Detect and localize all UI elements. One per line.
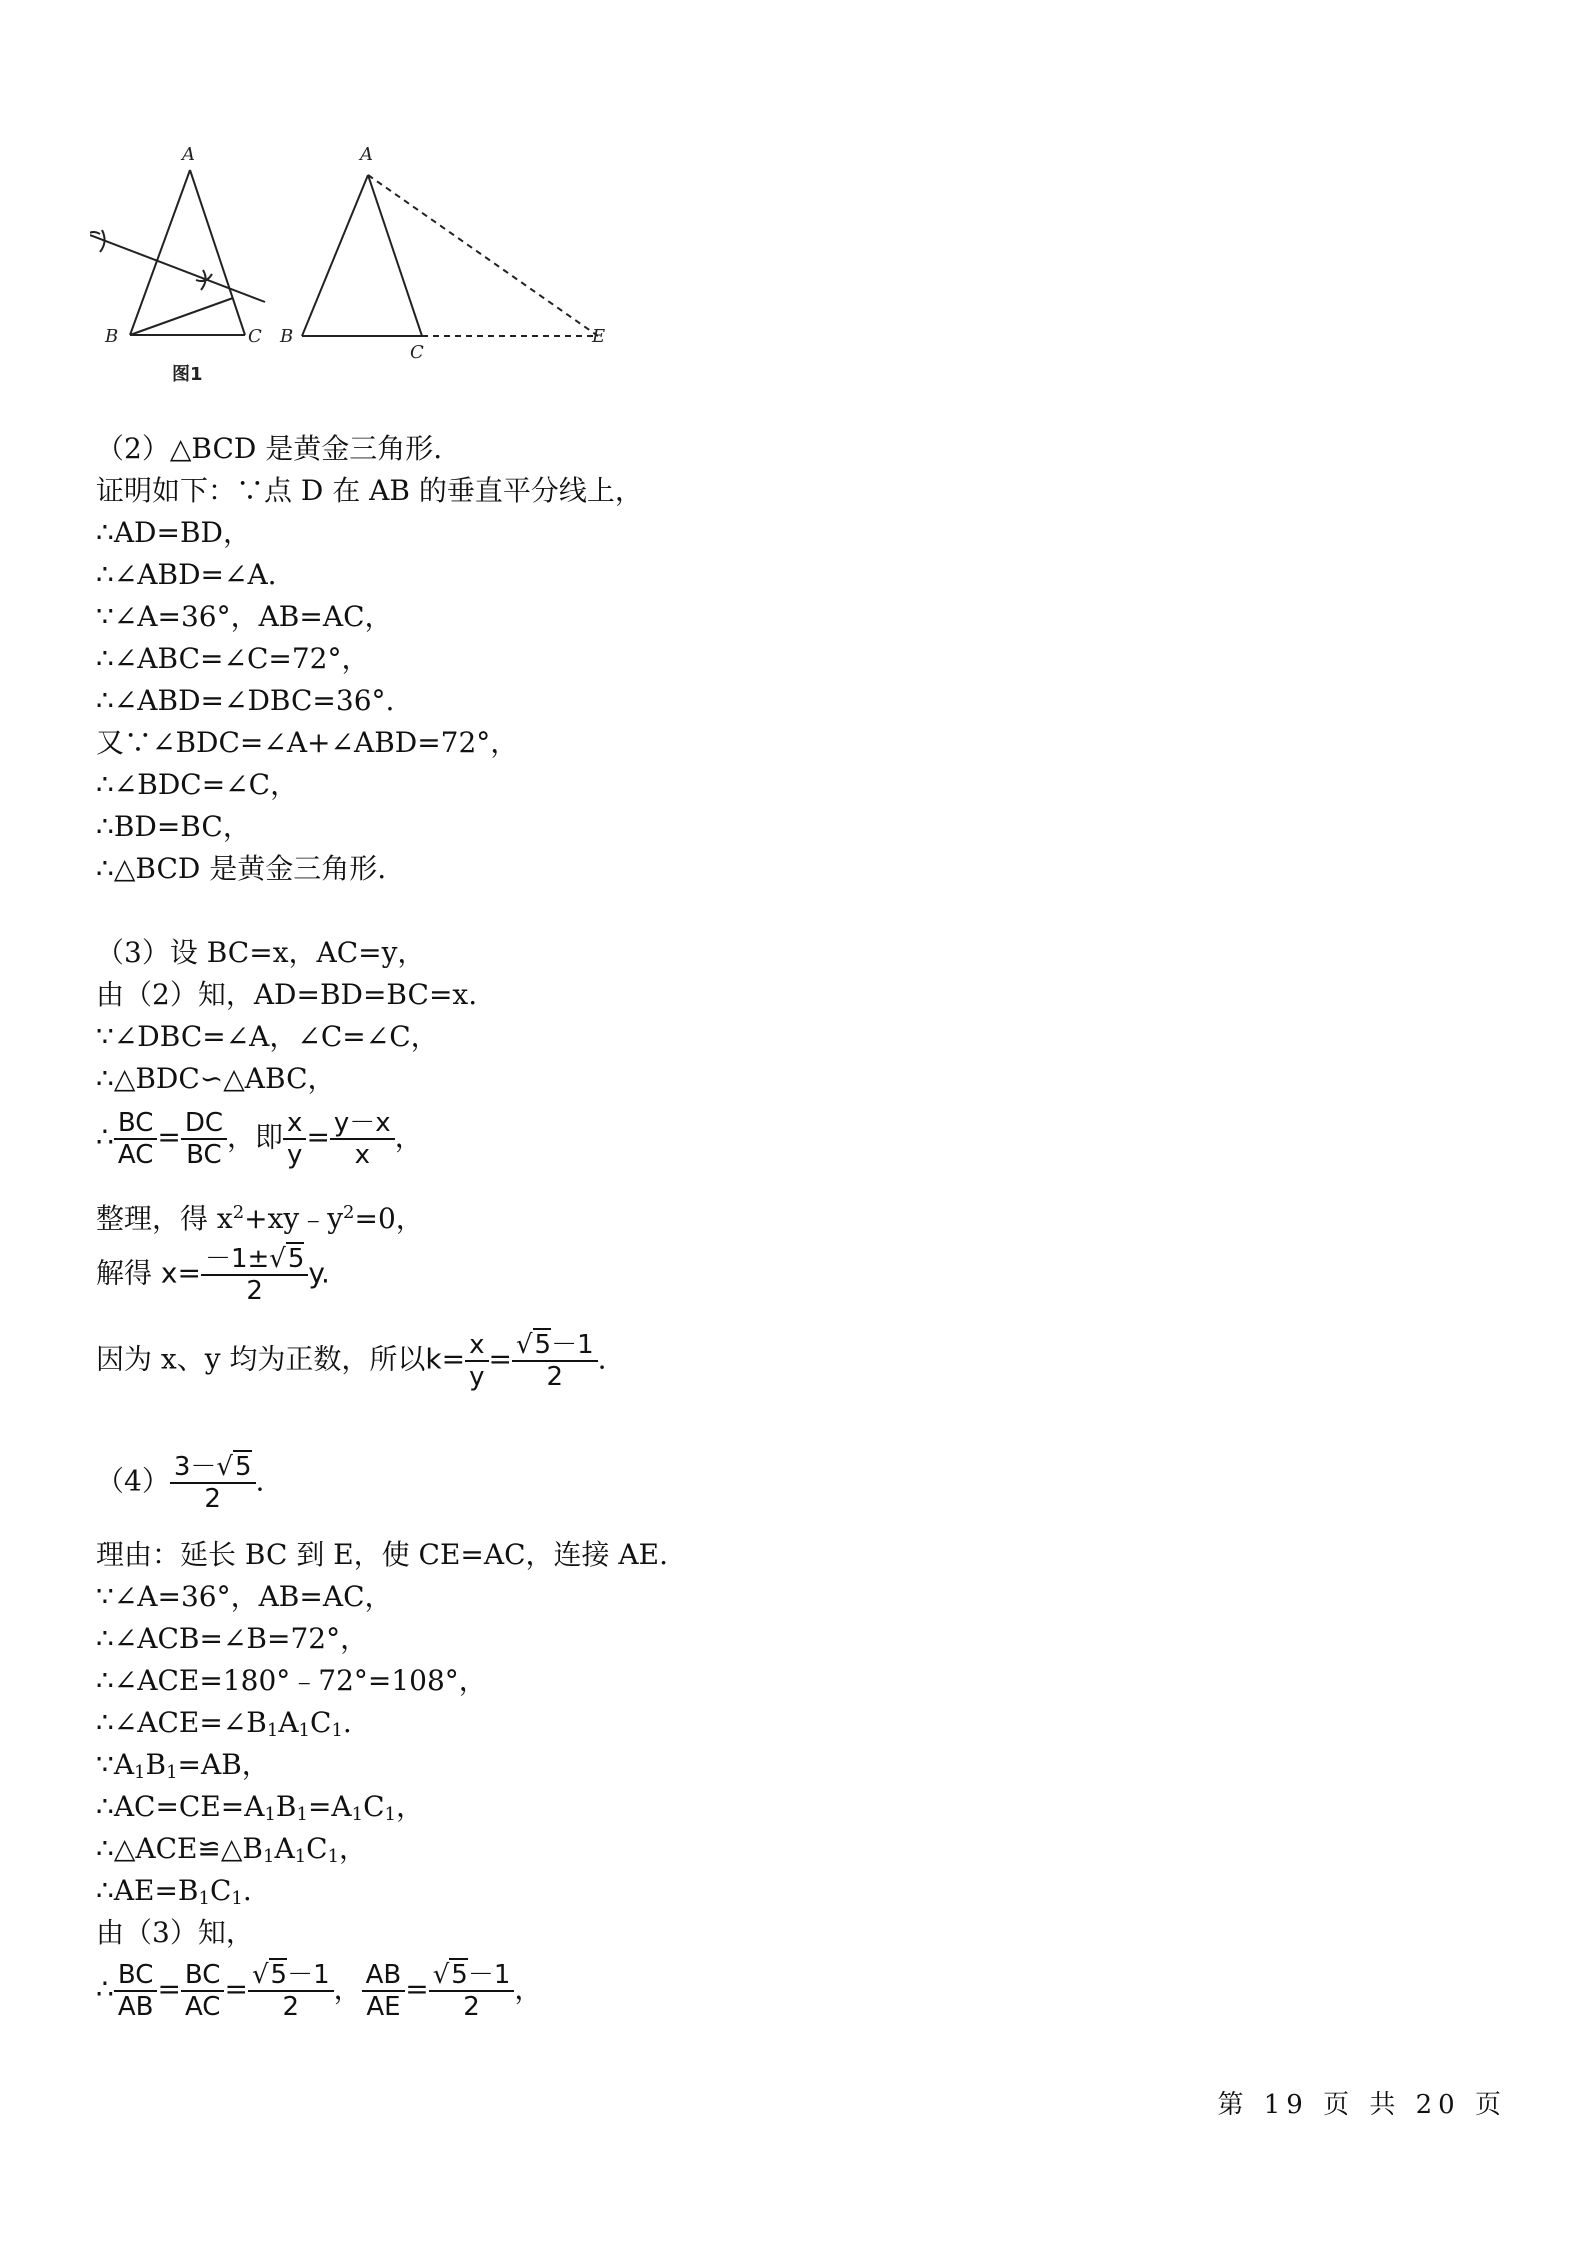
fraction: [248, 1960, 334, 2022]
text: =: [488, 1342, 512, 1376]
text: A: [278, 1706, 299, 1739]
subscript: 1: [298, 1720, 310, 1741]
radicand: 5: [234, 1452, 252, 1482]
text: .: [342, 1706, 352, 1739]
text: k=: [425, 1342, 466, 1376]
line-3-title: （3）设 BC=x，AC=y，: [96, 936, 426, 969]
text: ，: [514, 1972, 543, 2006]
label-e2: E: [592, 326, 606, 347]
fraction: [170, 1452, 256, 1514]
numerator: BC: [114, 1960, 158, 1992]
text: .: [242, 1874, 252, 1907]
proof-line: ∴△BDC∽△ABC，: [96, 1062, 336, 1095]
text: C: [306, 1832, 328, 1865]
proof-line: [96, 1790, 424, 1832]
text: ∴AC=CE=A: [96, 1790, 265, 1823]
fraction: [429, 1960, 515, 2022]
fraction: [181, 1108, 227, 1170]
subscript: 1: [166, 1762, 178, 1783]
label-b2: B: [280, 326, 294, 347]
label-b1: B: [105, 326, 119, 347]
fraction: [330, 1108, 395, 1170]
subscript: 1: [327, 1846, 340, 1867]
text: .: [255, 1464, 265, 1498]
proof-line: ∴∠BDC=∠C，: [96, 768, 299, 801]
text: －1: [467, 1960, 511, 1990]
text: ，: [333, 1972, 362, 2006]
proof-line: ∴∠ACB=∠B=72°，: [96, 1622, 369, 1655]
proof-line: ∵∠DBC=∠A，∠C=∠C，: [96, 1020, 439, 1053]
denominator: 2: [246, 1276, 263, 1306]
proof-line: [96, 1832, 367, 1874]
line-2-title: （2）△BCD 是黄金三角形.: [96, 432, 443, 465]
text: C: [209, 1874, 232, 1907]
text: （4）: [96, 1464, 170, 1498]
text: ∵A: [96, 1748, 135, 1781]
proof-line: 又∵∠BDC=∠A+∠ABD=72°，: [96, 726, 519, 759]
proof-line: 理由：延长 BC 到 E，使 CE=AC，连接 AE.: [96, 1538, 668, 1571]
text: ∴: [96, 1120, 114, 1154]
proof-line: 由（3）知，: [96, 1916, 254, 1949]
text: ，: [394, 1120, 423, 1154]
numerator: BC: [181, 1960, 225, 1992]
text: =: [157, 1120, 181, 1154]
fraction: [201, 1244, 308, 1306]
text: =: [224, 1972, 248, 2006]
numerator: [170, 1452, 256, 1484]
proof-line: ∴∠ABC=∠C=72°，: [96, 642, 370, 675]
subscript: 1: [331, 1720, 343, 1741]
text: =A: [307, 1790, 352, 1823]
denominator: y: [469, 1362, 485, 1392]
ratio-line: [96, 1330, 607, 1392]
radicand: 5: [287, 1244, 305, 1274]
text: 整理，得 x: [96, 1202, 233, 1235]
denominator: AE: [366, 1992, 401, 2022]
solution-line: [96, 1244, 330, 1306]
proof-line: ∴∠ACE=180°﹣72°=108°，: [96, 1664, 487, 1697]
subscript: 1: [384, 1804, 396, 1825]
numerator: AB: [362, 1960, 406, 1992]
proof-line: ∴AD=BD，: [96, 516, 251, 549]
denominator: y: [287, 1140, 303, 1170]
numerator: x: [465, 1330, 488, 1362]
denominator: AC: [184, 1992, 221, 2022]
subscript: 1: [134, 1762, 146, 1783]
text: ∴: [96, 1972, 114, 2006]
fraction: [362, 1960, 406, 2022]
denominator: BC: [186, 1140, 222, 1170]
sqrt-icon: √: [216, 1452, 233, 1482]
text: ，即: [227, 1120, 284, 1154]
label-c2: C: [410, 342, 424, 363]
proof-line: ∴△BCD 是黄金三角形.: [96, 852, 387, 885]
line-4-title: [96, 1452, 264, 1514]
radicand: 5: [534, 1330, 552, 1360]
superscript: 2: [232, 1202, 245, 1223]
fraction: [465, 1330, 488, 1392]
denominator: 2: [204, 1484, 221, 1514]
text: ∴△ACE≌△B: [96, 1832, 264, 1865]
proof-line: ∵∠A=36°，AB=AC，: [96, 1580, 393, 1613]
denominator: x: [354, 1140, 370, 1170]
text: x=: [160, 1256, 201, 1290]
text: ，: [339, 1832, 368, 1865]
numerator: BC: [114, 1108, 158, 1140]
superscript: 2: [343, 1202, 355, 1223]
text: B: [275, 1790, 297, 1823]
text: 3－: [173, 1452, 217, 1482]
proof-line: ∴BD=BC，: [96, 810, 251, 843]
sqrt-icon: √: [432, 1960, 450, 1990]
text: A: [274, 1832, 295, 1865]
subscript: 1: [296, 1804, 308, 1825]
fraction: [181, 1960, 225, 2022]
subscript: 1: [198, 1888, 210, 1909]
text: ，: [395, 1790, 424, 1823]
text: =0，: [354, 1202, 424, 1235]
subscript: 1: [231, 1888, 243, 1909]
label-c1: C: [248, 326, 262, 347]
numerator: y－x: [330, 1108, 395, 1140]
numerator: x: [283, 1108, 306, 1140]
numerator: [248, 1960, 334, 1992]
geometry-figure: [90, 140, 630, 400]
subscript: 1: [294, 1846, 307, 1867]
text: －1: [287, 1960, 330, 1990]
proof-line: 由（2）知，AD=BD=BC=x.: [96, 978, 478, 1011]
label-a1: A: [182, 144, 195, 165]
text: ∴AE=B: [96, 1874, 199, 1907]
denominator: 2: [463, 1992, 480, 2022]
denominator: AC: [117, 1140, 154, 1170]
proof-line: [96, 1874, 252, 1916]
proportion-line: [96, 1108, 423, 1170]
figure-caption: 图1: [172, 364, 203, 385]
proof-line: [96, 1748, 270, 1790]
proof-line: ∴∠ABD=∠DBC=36°.: [96, 684, 395, 717]
subscript: 1: [263, 1846, 275, 1867]
proof-line: ∵∠A=36°，AB=AC，: [96, 600, 393, 633]
subscript: 1: [351, 1804, 364, 1825]
radicand: 5: [270, 1960, 288, 1990]
proof-line: 证明如下：∵点 D 在 AB 的垂直平分线上，: [96, 474, 643, 507]
subscript: 1: [264, 1804, 276, 1825]
sqrt-icon: √: [269, 1244, 286, 1274]
text: B: [145, 1748, 167, 1781]
denominator: 2: [546, 1362, 564, 1392]
text: .: [597, 1342, 607, 1376]
fraction: [114, 1108, 158, 1170]
proof-line: [96, 1706, 352, 1748]
proof-line: ∴∠ABD=∠A.: [96, 558, 277, 591]
text: =AB，: [177, 1748, 270, 1781]
fraction: [283, 1108, 306, 1170]
text: =: [306, 1120, 330, 1154]
text: C: [310, 1706, 332, 1739]
numerator: [429, 1960, 515, 1992]
fraction: [512, 1330, 598, 1392]
text: ∴∠ACE=∠B: [96, 1706, 267, 1739]
text: y.: [308, 1256, 330, 1290]
denominator: AB: [117, 1992, 154, 2022]
fraction: [114, 1960, 158, 2022]
label-a2: A: [360, 144, 373, 165]
numerator: DC: [181, 1108, 227, 1140]
equation-line: [96, 1196, 424, 1236]
numerator: [201, 1244, 308, 1276]
text: 因为 x、y 均为正数，所以: [96, 1342, 426, 1376]
text: =: [157, 1972, 181, 2006]
text: C: [363, 1790, 385, 1823]
radicand: 5: [451, 1960, 468, 1990]
subscript: 1: [266, 1720, 279, 1741]
text: 解得: [96, 1256, 161, 1290]
denominator: 2: [282, 1992, 300, 2022]
text: －1: [551, 1330, 594, 1360]
ratio-line: [96, 1960, 542, 2022]
text: +xy﹣y: [244, 1202, 344, 1235]
sqrt-icon: √: [515, 1330, 533, 1360]
text: －1±: [204, 1244, 270, 1274]
text: =: [405, 1972, 429, 2006]
numerator: [512, 1330, 598, 1362]
page-footer: 第 19 页 共 20 页: [1217, 2090, 1507, 2120]
sqrt-icon: √: [251, 1960, 269, 1990]
